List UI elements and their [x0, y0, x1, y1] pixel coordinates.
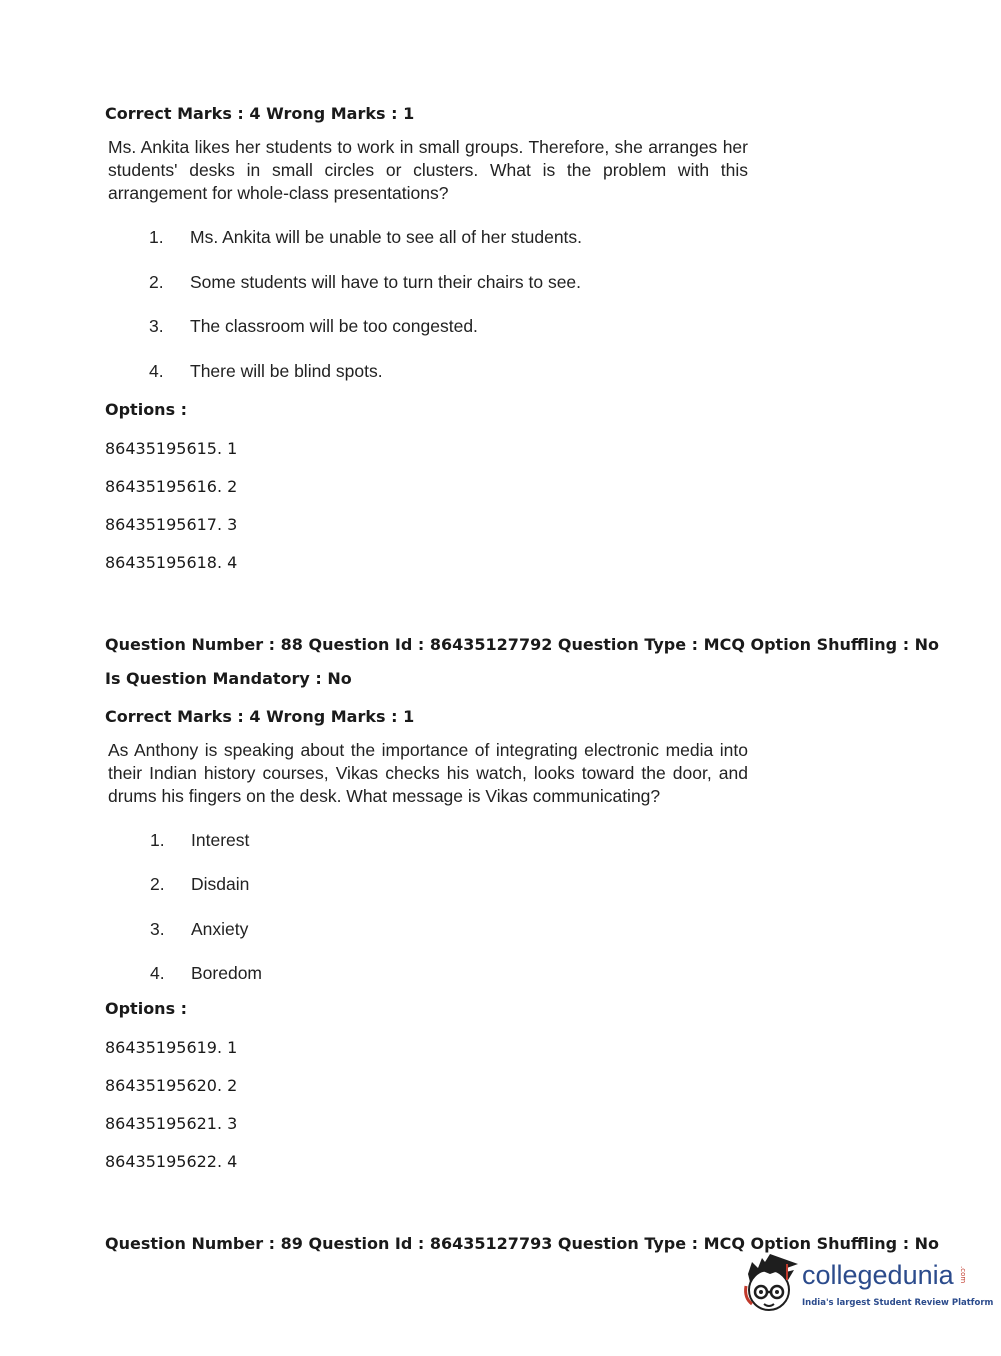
choice-text: The classroom will be too congested. — [190, 316, 478, 336]
choice-text: Boredom — [191, 963, 263, 983]
choice-text: Some students will have to turn their chairs to see. — [190, 272, 582, 292]
collegedunia-logo — [742, 1252, 994, 1322]
options-label: Options : — [105, 400, 188, 419]
option-id: 86435195618. 4 — [105, 553, 238, 572]
choice-number: 2. — [149, 272, 164, 292]
choice-number: 3. — [149, 316, 164, 336]
logo-domain: .com — [959, 1266, 967, 1284]
option-id: 86435195620. 2 — [105, 1076, 238, 1095]
choice-number: 4. — [149, 361, 164, 381]
choice-number: 1. — [149, 227, 164, 247]
question-header: Question Number : 88 Question Id : 86435127792 Question Type : MCQ Option Shuffling : No — [105, 635, 940, 654]
option-id: 86435195616. 2 — [105, 477, 238, 496]
question-text: As Anthony is speaking about the importance of integrating electronic media into their Indian history courses, Vikas checks his watch, looks toward the door, and drums his fingers on the desk. What message is Vikas communicating? — [108, 740, 748, 806]
mascot-icon — [742, 1252, 800, 1318]
choice-text: Interest — [191, 830, 250, 850]
choice-number: 1. — [150, 830, 165, 850]
option-id: 86435195615. 1 — [105, 439, 238, 458]
mandatory-line: Is Question Mandatory : No — [105, 669, 352, 688]
choice-text: Disdain — [191, 874, 250, 894]
choice-number: 2. — [150, 874, 165, 894]
logo-tagline: India's largest Student Review Platform — [802, 1298, 994, 1308]
correct-marks-line: Correct Marks : 4 Wrong Marks : 1 — [105, 104, 415, 123]
choice-text: There will be blind spots. — [190, 361, 383, 381]
option-id: 86435195622. 4 — [105, 1152, 238, 1171]
option-id: 86435195619. 1 — [105, 1038, 238, 1057]
option-id: 86435195617. 3 — [105, 515, 238, 534]
question-header: Question Number : 89 Question Id : 86435127793 Question Type : MCQ Option Shuffling : No — [105, 1234, 940, 1253]
choice-text: Ms. Ankita will be unable to see all of her students. — [190, 227, 583, 247]
choice-text: Anxiety — [191, 919, 249, 939]
logo-wordmark: collegedunia — [802, 1260, 954, 1290]
option-id: 86435195621. 3 — [105, 1114, 238, 1133]
options-label: Options : — [105, 999, 188, 1018]
choice-number: 3. — [150, 919, 165, 939]
choice-number: 4. — [150, 963, 165, 983]
question-text: Ms. Ankita likes her students to work in small groups. Therefore, she arranges her students' desks in small circles or clusters. What is the problem with this arrangement for whole-class presentations? — [108, 137, 748, 203]
correct-marks-line: Correct Marks : 4 Wrong Marks : 1 — [105, 707, 415, 726]
